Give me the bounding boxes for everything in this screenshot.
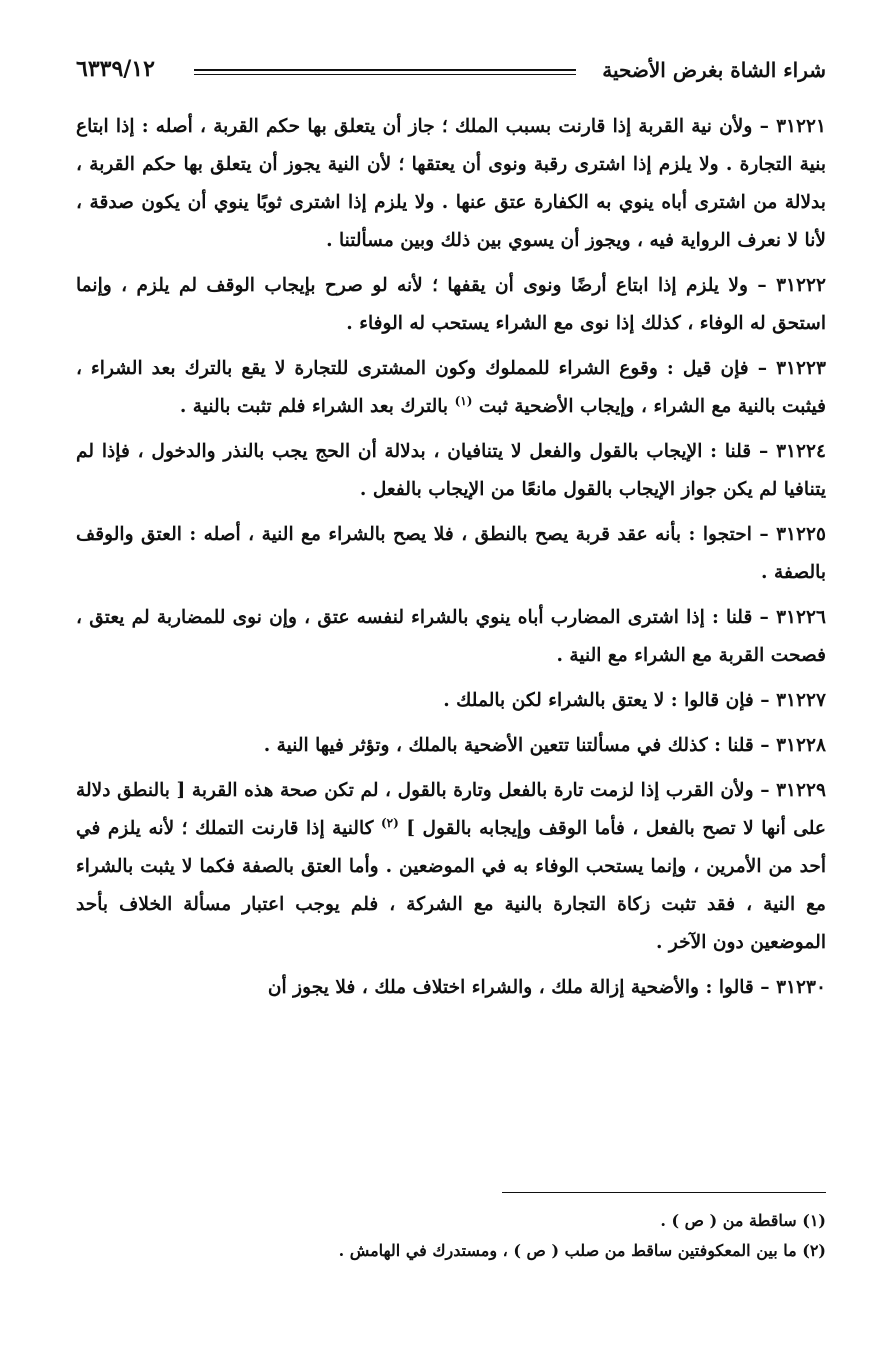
paragraph-number: ٣١٢٢٢ — [776, 275, 826, 296]
paragraph-text-continued: كالنية إذا قارنت التملك ؛ لأنه يلزم في أحد من الأمرين ، وإنما يستحب الوفاء به في الموضعين . وأما العتق بالصفة فكما لا يثبت بالشراء مع النية ، فقد تثبت زكاة التجارة بالنية مع الشركة ، فلم يوجب اعتبار مسألة الخلاف بأحد الموضعين دون الآخر . — [76, 818, 826, 953]
paragraph-text: – احتجوا : بأنه عقد قربة يصح بالنطق ، فلا يصح بالشراء مع النية ، أصله : العتق والوقف بالصفة . — [76, 524, 826, 583]
paragraph-31229 — [76, 772, 826, 962]
paragraph-number: ٣١٢٢٥ — [776, 524, 826, 545]
paragraph-31222 — [76, 267, 826, 343]
footnote-text: ساقطة من ( ص ) . — [660, 1211, 803, 1230]
paragraph-number: ٣١٢٢٩ — [776, 780, 826, 801]
footnote-separator — [502, 1192, 826, 1193]
page-header — [76, 52, 826, 92]
page-number: ٦٣٣٩/١٢ — [76, 56, 155, 82]
footnote-1 — [76, 1206, 826, 1236]
paragraph-text: – قلنا : إذا اشترى المضارب أباه ينوي بالشراء لنفسه عتق ، وإن نوى للمضاربة لم يعتق ، فصحت القربة مع الشراء مع النية . — [76, 607, 826, 666]
body-text — [76, 108, 826, 1014]
paragraph-text: – قلنا : الإيجاب بالقول والفعل لا يتنافيان ، بدلالة أن الحج يجب بالنذر والدخول ، فإذا لم يتنافيا لم يكن جواز الإيجاب بالقول مانعًا من الإيجاب بالفعل . — [76, 441, 826, 500]
paragraph-31223 — [76, 350, 826, 426]
paragraph-text: – ولأن القرب إذا لزمت تارة بالفعل وتارة بالقول ، لم تكن صحة هذه القربة [ بالنطق دلالة على أنها لا تصح بالفعل ، فأما الوقف وإيجابه بالقول ] — [76, 780, 826, 839]
paragraph-number: ٣١٢٣٠ — [776, 977, 826, 998]
paragraph-31224 — [76, 433, 826, 509]
paragraph-text: – قالوا : والأضحية إزالة ملك ، والشراء اختلاف ملك ، فلا يجوز أن — [267, 977, 777, 998]
paragraph-text: – فإن قالوا : لا يعتق بالشراء لكن بالملك . — [443, 690, 777, 711]
paragraph-31230 — [76, 969, 826, 1007]
paragraph-text: – قلنا : كذلك في مسألتنا تتعين الأضحية بالملك ، وتؤثر فيها النية . — [263, 735, 777, 756]
paragraph-31226 — [76, 599, 826, 675]
paragraph-number: ٣١٢٢٦ — [776, 607, 826, 628]
footnotes — [76, 1206, 826, 1266]
paragraph-number: ٣١٢٢١ — [776, 116, 826, 137]
paragraph-31227 — [76, 682, 826, 720]
running-title: شراء الشاة بغرض الأضحية — [602, 58, 826, 82]
footnote-text: ما بين المعكوفتين ساقط من صلب ( ص ) ، ومستدرك في الهامش . — [338, 1241, 803, 1260]
footnote-ref-1[interactable]: (١) — [454, 393, 473, 408]
footnote-ref-2[interactable]: (٢) — [380, 815, 399, 830]
paragraph-31228 — [76, 727, 826, 765]
paragraph-31221 — [76, 108, 826, 260]
paragraph-number: ٣١٢٢٤ — [776, 441, 826, 462]
footnote-2 — [76, 1236, 826, 1266]
paragraph-text: – ولا يلزم إذا ابتاع أرضًا ونوى أن يقفها ؛ لأنه لو صرح بإيجاب الوقف لم يلزم ، وإنما استحق له الوفاء ، كذلك إذا نوى مع الشراء يستحب له الوفاء . — [76, 275, 826, 334]
paragraph-number: ٣١٢٢٨ — [776, 735, 826, 756]
paragraph-number: ٣١٢٢٣ — [776, 358, 826, 379]
paragraph-text-continued: بالترك بعد الشراء فلم تثبت بالنية . — [179, 396, 455, 417]
header-rule — [194, 69, 576, 75]
paragraph-text: – ولأن نية القربة إذا قارنت بسبب الملك ؛ جاز أن يتعلق بها حكم القربة ، أصله : إذا ابتاع بنية التجارة . ولا يلزم إذا اشترى رقبة ونوى أن يعتقها ؛ لأن النية يجوز أن يتعلق بها حكم القربة ، بدلالة من اشترى أباه ينوي به الكفارة عتق عنها . ولا يلزم إذا اشترى ثوبًا ينوي أن يكون صدقة ، لأنا لا نعرف الرواية فيه ، ويجوز أن يسوي بين ذلك وبين مسألتنا . — [76, 116, 826, 251]
footnote-marker: (٢) — [802, 1241, 826, 1260]
footnote-marker: (١) — [802, 1211, 826, 1230]
paragraph-number: ٣١٢٢٧ — [776, 690, 826, 711]
paragraph-31225 — [76, 516, 826, 592]
paragraph-text: – فإن قيل : وقوع الشراء للمملوك وكون المشترى للتجارة لا يقع بالترك بعد الشراء ، فيثبت بالنية مع الشراء ، وإيجاب الأضحية ثبت — [76, 358, 826, 417]
